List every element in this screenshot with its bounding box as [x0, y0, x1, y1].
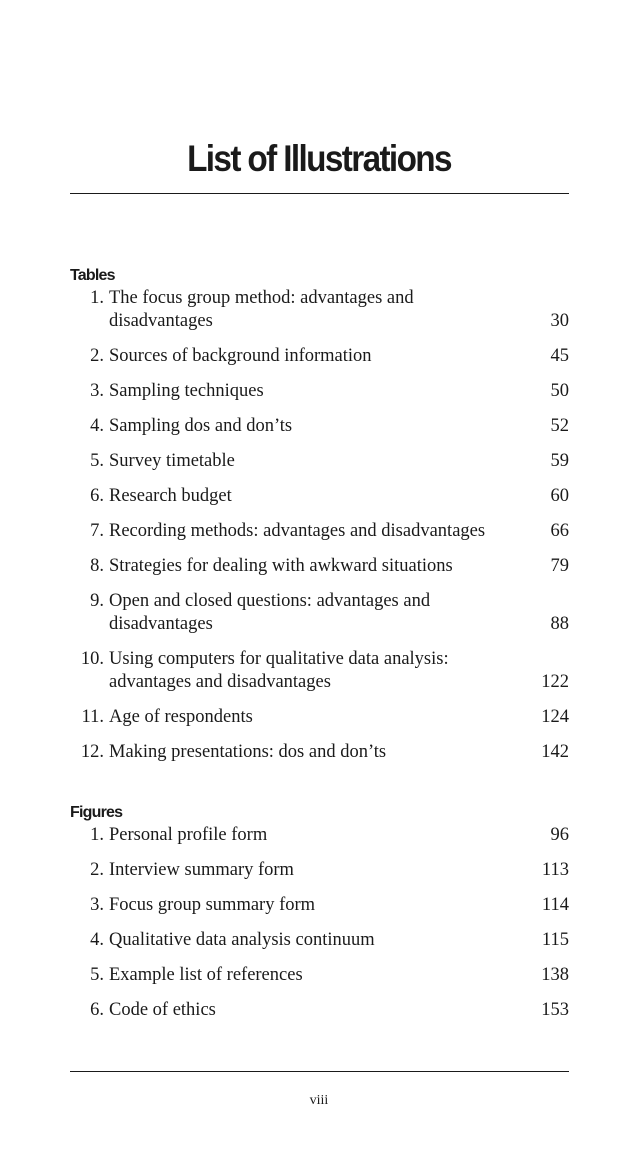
figures-section — [70, 802, 569, 1034]
entry-page-number: 138 — [541, 965, 569, 985]
entry-title: Sources of background information — [109, 346, 372, 366]
list-item — [70, 929, 569, 952]
entry-page-number: 113 — [541, 860, 569, 880]
list-item — [70, 380, 569, 403]
entry-title: Open and closed questions: advantages and disadvantages — [109, 591, 431, 634]
entry-title: Survey timetable — [109, 451, 235, 471]
entry-title: Code of ethics — [109, 1000, 216, 1020]
entry-page-number: 124 — [541, 707, 569, 727]
entry-number: 4. — [90, 930, 104, 950]
entry-title: Example list of references — [109, 965, 303, 985]
entry-number: 6. — [90, 486, 104, 506]
entry-page-number: 52 — [550, 416, 569, 436]
entry-number: 1. — [90, 825, 104, 845]
entry-number: 1. — [90, 288, 104, 308]
entry-title: Qualitative data analysis continuum — [109, 930, 375, 950]
entry-number: 9. — [90, 591, 104, 611]
list-item — [70, 859, 569, 882]
entry-page-number: 114 — [541, 895, 569, 915]
tables-heading: Tables — [70, 267, 115, 284]
list-item — [70, 555, 569, 578]
entry-page-number: 142 — [541, 742, 569, 762]
entry-number: 12. — [80, 742, 104, 762]
list-item — [70, 824, 569, 847]
entry-number: 2. — [90, 860, 104, 880]
list-item — [70, 999, 569, 1022]
entry-page-number: 88 — [550, 614, 569, 634]
entry-page-number: 96 — [550, 825, 569, 845]
entry-page-number: 50 — [550, 381, 569, 401]
entry-page-number: 153 — [541, 1000, 569, 1020]
page-number: viii — [309, 1093, 329, 1108]
list-item — [70, 648, 569, 694]
figures-list — [70, 824, 569, 1022]
list-item — [70, 706, 569, 729]
entry-number: 5. — [90, 965, 104, 985]
entry-page-number: 79 — [550, 556, 569, 576]
entry-page-number: 45 — [550, 346, 569, 366]
entry-number: 3. — [90, 895, 104, 915]
tables-list — [70, 287, 569, 764]
list-item — [70, 415, 569, 438]
list-item — [70, 894, 569, 917]
entry-number: 4. — [90, 416, 104, 436]
title-rule — [70, 193, 569, 194]
entry-number: 7. — [90, 521, 104, 541]
entry-title: The focus group method: advantages and disadvantages — [109, 288, 414, 331]
entry-number: 8. — [90, 556, 104, 576]
entry-title: Research budget — [109, 486, 232, 506]
entry-title: Strategies for dealing with awkward situations — [109, 556, 453, 576]
entry-number: 11. — [81, 707, 104, 727]
entry-title: Sampling techniques — [109, 381, 264, 401]
entry-title: Interview summary form — [109, 860, 294, 880]
list-item — [70, 287, 569, 333]
list-item — [70, 520, 569, 543]
entry-title: Using computers for qualitative data analysis: advantages and disadvantages — [109, 649, 449, 692]
entry-page-number: 30 — [550, 311, 569, 331]
tables-section — [70, 265, 569, 776]
list-item — [70, 741, 569, 764]
entry-page-number: 115 — [541, 930, 569, 950]
footer-rule — [70, 1071, 569, 1072]
list-item — [70, 485, 569, 508]
entry-page-number: 59 — [550, 451, 569, 471]
list-item — [70, 345, 569, 368]
page-title: List of Illustrations — [187, 138, 451, 179]
entry-number: 3. — [90, 381, 104, 401]
entry-title: Recording methods: advantages and disadvantages — [109, 521, 486, 541]
entry-page-number: 122 — [541, 672, 569, 692]
entry-number: 2. — [90, 346, 104, 366]
entry-title: Sampling dos and don’ts — [109, 416, 293, 436]
entry-number: 5. — [90, 451, 104, 471]
entry-number: 10. — [80, 649, 104, 669]
entry-title: Focus group summary form — [109, 895, 316, 915]
entry-title: Personal profile form — [109, 825, 268, 845]
entry-title: Age of respondents — [109, 707, 253, 727]
figures-heading: Figures — [70, 804, 123, 821]
list-item — [70, 964, 569, 987]
entry-title: Making presentations: dos and don’ts — [109, 742, 387, 762]
list-item — [70, 590, 569, 636]
list-item — [70, 450, 569, 473]
entry-page-number: 60 — [550, 486, 569, 506]
entry-page-number: 66 — [550, 521, 569, 541]
entry-number: 6. — [90, 1000, 104, 1020]
